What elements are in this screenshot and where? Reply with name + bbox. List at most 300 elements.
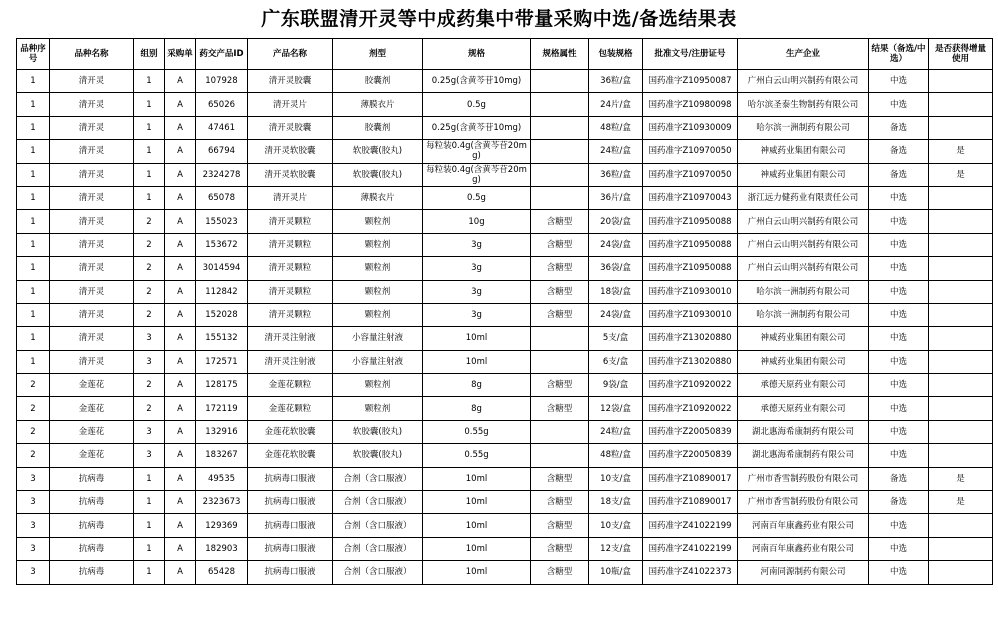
header-variety-name: 品种名称: [50, 39, 134, 70]
cell-dosage-form: 合剂（含口服液）: [333, 561, 423, 584]
cell-increment: [929, 444, 993, 467]
cell-increment: [929, 561, 993, 584]
results-table: [16, 38, 993, 585]
cell-package: 20袋/盒: [589, 210, 643, 233]
cell-specification: 8g: [423, 397, 531, 420]
cell-result: 中选: [869, 514, 929, 537]
cell-variety-name: 清开灵: [50, 70, 134, 93]
cell-product-name: 抗病毒口服液: [248, 537, 333, 560]
cell-dosage-form: 胶囊剂: [333, 116, 423, 139]
cell-specification: 3g: [423, 233, 531, 256]
header-spec-attribute: 规格属性: [531, 39, 589, 70]
table-row: [17, 537, 993, 560]
cell-manufacturer: 广州白云山明兴制药有限公司: [738, 70, 869, 93]
cell-variety-no: 2: [17, 420, 50, 443]
cell-manufacturer: 神威药业集团有限公司: [738, 163, 869, 186]
cell-purchase-list: A: [165, 420, 196, 443]
cell-product-name: 抗病毒口服液: [248, 467, 333, 490]
cell-spec-attribute: [531, 163, 589, 186]
cell-specification: 10g: [423, 210, 531, 233]
cell-variety-name: 清开灵: [50, 327, 134, 350]
cell-variety-no: 1: [17, 70, 50, 93]
header-manufacturer: 生产企业: [738, 39, 869, 70]
cell-product-name: 抗病毒口服液: [248, 561, 333, 584]
cell-group: 1: [134, 537, 165, 560]
table-row: [17, 210, 993, 233]
cell-spec-attribute: [531, 93, 589, 116]
cell-manufacturer: 河南同源制药有限公司: [738, 561, 869, 584]
cell-variety-no: 2: [17, 397, 50, 420]
cell-product-id: 49535: [196, 467, 248, 490]
table-row: [17, 350, 993, 373]
cell-approval-number: 国药准字Z41022199: [643, 537, 738, 560]
cell-specification: 10ml: [423, 350, 531, 373]
cell-product-id: 153672: [196, 233, 248, 256]
cell-manufacturer: 广州市香雪制药股份有限公司: [738, 467, 869, 490]
table-row: [17, 397, 993, 420]
cell-specification: 0.55g: [423, 444, 531, 467]
cell-product-name: 金莲花颗粒: [248, 397, 333, 420]
cell-dosage-form: 颗粒剂: [333, 303, 423, 326]
cell-manufacturer: 哈尔滨一洲制药有限公司: [738, 116, 869, 139]
cell-product-name: 清开灵软胶囊: [248, 140, 333, 163]
cell-specification: 10ml: [423, 491, 531, 514]
cell-result: 中选: [869, 210, 929, 233]
cell-variety-name: 清开灵: [50, 93, 134, 116]
table-row: [17, 257, 993, 280]
cell-specification: 10ml: [423, 514, 531, 537]
table-row: [17, 140, 993, 163]
cell-dosage-form: 软胶囊(胶丸): [333, 140, 423, 163]
cell-result: 中选: [869, 397, 929, 420]
cell-variety-name: 抗病毒: [50, 467, 134, 490]
cell-product-name: 清开灵注射液: [248, 350, 333, 373]
cell-purchase-list: A: [165, 257, 196, 280]
cell-product-id: 129369: [196, 514, 248, 537]
cell-product-name: 金莲花软胶囊: [248, 420, 333, 443]
cell-package: 5支/盒: [589, 327, 643, 350]
cell-approval-number: 国药准字Z10950088: [643, 210, 738, 233]
cell-manufacturer: 承德天原药业有限公司: [738, 397, 869, 420]
cell-specification: 3g: [423, 303, 531, 326]
table-row: [17, 70, 993, 93]
header-package: 包装规格: [589, 39, 643, 70]
cell-group: 2: [134, 397, 165, 420]
cell-specification: 0.5g: [423, 186, 531, 209]
cell-manufacturer: 哈尔滨一洲制药有限公司: [738, 303, 869, 326]
cell-group: 2: [134, 374, 165, 397]
header-product-id: 药交产品ID: [196, 39, 248, 70]
cell-manufacturer: 神威药业集团有限公司: [738, 327, 869, 350]
cell-specification: 每粒装0.4g(含黄芩苷20mg): [423, 140, 531, 163]
cell-approval-number: 国药准字Z10950088: [643, 233, 738, 256]
cell-variety-no: 1: [17, 163, 50, 186]
table-row: [17, 491, 993, 514]
cell-spec-attribute: 含糖型: [531, 280, 589, 303]
cell-product-id: 2323673: [196, 491, 248, 514]
table-row: [17, 116, 993, 139]
cell-spec-attribute: 含糖型: [531, 374, 589, 397]
cell-dosage-form: 薄膜衣片: [333, 186, 423, 209]
page-title: 广东联盟清开灵等中成药集中带量采购中选/备选结果表: [261, 8, 737, 30]
cell-specification: 10ml: [423, 327, 531, 350]
cell-dosage-form: 软胶囊(胶丸): [333, 444, 423, 467]
cell-variety-name: 清开灵: [50, 186, 134, 209]
cell-group: 1: [134, 140, 165, 163]
cell-variety-name: 金莲花: [50, 420, 134, 443]
cell-package: 24粒/盒: [589, 420, 643, 443]
cell-variety-name: 清开灵: [50, 280, 134, 303]
cell-spec-attribute: 含糖型: [531, 210, 589, 233]
cell-spec-attribute: 含糖型: [531, 491, 589, 514]
cell-package: 36袋/盒: [589, 257, 643, 280]
cell-manufacturer: 广州白云山明兴制药有限公司: [738, 210, 869, 233]
cell-product-id: 172119: [196, 397, 248, 420]
cell-product-id: 182903: [196, 537, 248, 560]
cell-spec-attribute: [531, 116, 589, 139]
cell-manufacturer: 哈尔滨圣泰生物制药有限公司: [738, 93, 869, 116]
table-body: [17, 70, 993, 585]
table-row: [17, 327, 993, 350]
cell-product-name: 清开灵颗粒: [248, 210, 333, 233]
cell-package: 18支/盒: [589, 491, 643, 514]
cell-approval-number: 国药准字Z10890017: [643, 467, 738, 490]
cell-increment: [929, 350, 993, 373]
cell-package: 48粒/盒: [589, 444, 643, 467]
cell-dosage-form: 颗粒剂: [333, 397, 423, 420]
cell-variety-name: 抗病毒: [50, 561, 134, 584]
cell-manufacturer: 浙江远力健药业有限责任公司: [738, 186, 869, 209]
cell-approval-number: 国药准字Z20050839: [643, 444, 738, 467]
table-row: [17, 233, 993, 256]
cell-variety-no: 1: [17, 186, 50, 209]
cell-product-id: 183267: [196, 444, 248, 467]
cell-spec-attribute: [531, 70, 589, 93]
cell-package: 24片/盒: [589, 93, 643, 116]
cell-product-id: 155023: [196, 210, 248, 233]
cell-variety-name: 清开灵: [50, 303, 134, 326]
cell-product-name: 清开灵颗粒: [248, 280, 333, 303]
cell-group: 1: [134, 514, 165, 537]
cell-specification: 10ml: [423, 537, 531, 560]
cell-specification: 10ml: [423, 467, 531, 490]
cell-purchase-list: A: [165, 467, 196, 490]
cell-spec-attribute: [531, 140, 589, 163]
cell-variety-name: 金莲花: [50, 444, 134, 467]
cell-spec-attribute: [531, 444, 589, 467]
cell-manufacturer: 广州白云山明兴制药有限公司: [738, 233, 869, 256]
cell-approval-number: 国药准字Z10920022: [643, 397, 738, 420]
header-purchase-list: 采购单: [165, 39, 196, 70]
cell-purchase-list: A: [165, 186, 196, 209]
cell-purchase-list: A: [165, 327, 196, 350]
cell-spec-attribute: 含糖型: [531, 257, 589, 280]
cell-variety-name: 清开灵: [50, 233, 134, 256]
cell-increment: [929, 93, 993, 116]
cell-variety-no: 2: [17, 444, 50, 467]
cell-product-name: 清开灵颗粒: [248, 257, 333, 280]
cell-variety-no: 3: [17, 537, 50, 560]
cell-spec-attribute: [531, 327, 589, 350]
cell-variety-no: 1: [17, 327, 50, 350]
table-row: [17, 93, 993, 116]
cell-purchase-list: A: [165, 374, 196, 397]
cell-increment: [929, 210, 993, 233]
cell-package: 12袋/盒: [589, 397, 643, 420]
cell-product-id: 128175: [196, 374, 248, 397]
cell-product-name: 清开灵片: [248, 93, 333, 116]
cell-result: 备选: [869, 491, 929, 514]
cell-increment: 是: [929, 163, 993, 186]
cell-specification: 0.5g: [423, 93, 531, 116]
cell-variety-no: 1: [17, 140, 50, 163]
cell-product-id: 65026: [196, 93, 248, 116]
cell-increment: [929, 397, 993, 420]
cell-package: 10瓶/盒: [589, 561, 643, 584]
header-variety-no: 品种序号: [17, 39, 50, 70]
cell-increment: [929, 374, 993, 397]
cell-group: 3: [134, 420, 165, 443]
cell-purchase-list: A: [165, 70, 196, 93]
cell-specification: 0.55g: [423, 420, 531, 443]
cell-product-id: 172571: [196, 350, 248, 373]
cell-package: 36粒/盒: [589, 163, 643, 186]
cell-manufacturer: 河南百年康鑫药业有限公司: [738, 537, 869, 560]
cell-increment: [929, 514, 993, 537]
cell-approval-number: 国药准字Z10920022: [643, 374, 738, 397]
cell-product-name: 金莲花颗粒: [248, 374, 333, 397]
table-row: [17, 280, 993, 303]
cell-approval-number: 国药准字Z10970050: [643, 163, 738, 186]
cell-result: 中选: [869, 561, 929, 584]
cell-result: 中选: [869, 233, 929, 256]
cell-increment: [929, 420, 993, 443]
cell-group: 1: [134, 467, 165, 490]
cell-specification: 每粒装0.4g(含黄芩苷20mg): [423, 163, 531, 186]
cell-purchase-list: A: [165, 303, 196, 326]
cell-purchase-list: A: [165, 491, 196, 514]
cell-purchase-list: A: [165, 350, 196, 373]
cell-group: 1: [134, 561, 165, 584]
cell-variety-name: 抗病毒: [50, 491, 134, 514]
cell-dosage-form: 合剂（含口服液）: [333, 467, 423, 490]
cell-dosage-form: 颗粒剂: [333, 233, 423, 256]
cell-purchase-list: A: [165, 233, 196, 256]
cell-purchase-list: A: [165, 116, 196, 139]
cell-purchase-list: A: [165, 163, 196, 186]
table-row: [17, 467, 993, 490]
cell-approval-number: 国药准字Z10930009: [643, 116, 738, 139]
cell-increment: 是: [929, 491, 993, 514]
cell-group: 1: [134, 186, 165, 209]
cell-increment: [929, 233, 993, 256]
cell-variety-name: 抗病毒: [50, 537, 134, 560]
cell-spec-attribute: 含糖型: [531, 397, 589, 420]
cell-result: 中选: [869, 537, 929, 560]
header-approval-number: 批准文号/注册证号: [643, 39, 738, 70]
cell-variety-name: 清开灵: [50, 210, 134, 233]
cell-group: 2: [134, 280, 165, 303]
cell-variety-no: 1: [17, 93, 50, 116]
header-increment: 是否获得增量使用: [929, 39, 993, 70]
cell-manufacturer: 神威药业集团有限公司: [738, 350, 869, 373]
cell-result: 中选: [869, 374, 929, 397]
cell-dosage-form: 小容量注射液: [333, 327, 423, 350]
cell-purchase-list: A: [165, 210, 196, 233]
cell-purchase-list: A: [165, 561, 196, 584]
cell-variety-no: 1: [17, 350, 50, 373]
cell-dosage-form: 软胶囊(胶丸): [333, 163, 423, 186]
cell-variety-no: 1: [17, 116, 50, 139]
header-product-name: 产品名称: [248, 39, 333, 70]
cell-variety-name: 清开灵: [50, 116, 134, 139]
table-row: [17, 514, 993, 537]
cell-result: 中选: [869, 350, 929, 373]
cell-approval-number: 国药准字Z13020880: [643, 350, 738, 373]
cell-variety-no: 1: [17, 280, 50, 303]
cell-spec-attribute: 含糖型: [531, 303, 589, 326]
cell-spec-attribute: 含糖型: [531, 467, 589, 490]
cell-product-name: 抗病毒口服液: [248, 491, 333, 514]
cell-package: 10支/盒: [589, 467, 643, 490]
cell-approval-number: 国药准字Z41022373: [643, 561, 738, 584]
cell-spec-attribute: 含糖型: [531, 537, 589, 560]
cell-approval-number: 国药准字Z10980098: [643, 93, 738, 116]
cell-purchase-list: A: [165, 93, 196, 116]
cell-spec-attribute: 含糖型: [531, 233, 589, 256]
cell-variety-name: 金莲花: [50, 374, 134, 397]
cell-dosage-form: 颗粒剂: [333, 257, 423, 280]
cell-specification: 3g: [423, 257, 531, 280]
cell-product-id: 155132: [196, 327, 248, 350]
cell-increment: [929, 186, 993, 209]
cell-package: 36片/盒: [589, 186, 643, 209]
cell-variety-no: 3: [17, 561, 50, 584]
cell-increment: [929, 257, 993, 280]
cell-result: 备选: [869, 467, 929, 490]
cell-spec-attribute: 含糖型: [531, 561, 589, 584]
cell-increment: [929, 303, 993, 326]
cell-increment: [929, 537, 993, 560]
cell-product-id: 107928: [196, 70, 248, 93]
cell-manufacturer: 湖北惠海希康制药有限公司: [738, 420, 869, 443]
cell-group: 3: [134, 444, 165, 467]
cell-increment: [929, 327, 993, 350]
cell-group: 3: [134, 350, 165, 373]
cell-variety-no: 2: [17, 374, 50, 397]
cell-product-name: 清开灵颗粒: [248, 303, 333, 326]
table-header-row: [17, 39, 993, 70]
cell-variety-name: 清开灵: [50, 140, 134, 163]
cell-package: 12支/盒: [589, 537, 643, 560]
cell-package: 24袋/盒: [589, 303, 643, 326]
cell-product-id: 112842: [196, 280, 248, 303]
cell-approval-number: 国药准字Z13020880: [643, 327, 738, 350]
cell-result: 中选: [869, 280, 929, 303]
cell-group: 1: [134, 70, 165, 93]
cell-package: 18袋/盒: [589, 280, 643, 303]
cell-package: 9袋/盒: [589, 374, 643, 397]
cell-package: 48粒/盒: [589, 116, 643, 139]
cell-purchase-list: A: [165, 514, 196, 537]
cell-variety-name: 抗病毒: [50, 514, 134, 537]
cell-product-name: 清开灵胶囊: [248, 116, 333, 139]
cell-group: 2: [134, 210, 165, 233]
cell-manufacturer: 承德天原药业有限公司: [738, 374, 869, 397]
cell-product-id: 65078: [196, 186, 248, 209]
cell-result: 备选: [869, 116, 929, 139]
cell-variety-no: 3: [17, 467, 50, 490]
cell-dosage-form: 小容量注射液: [333, 350, 423, 373]
cell-result: 中选: [869, 186, 929, 209]
cell-increment: [929, 116, 993, 139]
table-row: [17, 374, 993, 397]
cell-variety-no: 3: [17, 514, 50, 537]
header-result: 结果（备选/中选）: [869, 39, 929, 70]
cell-result: 中选: [869, 70, 929, 93]
cell-manufacturer: 湖北惠海希康制药有限公司: [738, 444, 869, 467]
cell-increment: [929, 70, 993, 93]
cell-result: 中选: [869, 257, 929, 280]
cell-dosage-form: 合剂（含口服液）: [333, 491, 423, 514]
cell-dosage-form: 薄膜衣片: [333, 93, 423, 116]
cell-variety-no: 1: [17, 233, 50, 256]
cell-product-id: 47461: [196, 116, 248, 139]
cell-dosage-form: 颗粒剂: [333, 210, 423, 233]
cell-product-name: 清开灵片: [248, 186, 333, 209]
cell-approval-number: 国药准字Z10930010: [643, 280, 738, 303]
cell-approval-number: 国药准字Z10950087: [643, 70, 738, 93]
header-specification: 规格: [423, 39, 531, 70]
header-group: 组别: [134, 39, 165, 70]
cell-manufacturer: 神威药业集团有限公司: [738, 140, 869, 163]
table-row: [17, 303, 993, 326]
cell-variety-no: 1: [17, 257, 50, 280]
cell-manufacturer: 河南百年康鑫药业有限公司: [738, 514, 869, 537]
cell-increment: 是: [929, 140, 993, 163]
cell-package: 24袋/盒: [589, 233, 643, 256]
cell-spec-attribute: [531, 186, 589, 209]
cell-group: 2: [134, 257, 165, 280]
cell-product-id: 65428: [196, 561, 248, 584]
cell-variety-no: 1: [17, 303, 50, 326]
cell-variety-name: 清开灵: [50, 163, 134, 186]
cell-variety-no: 3: [17, 491, 50, 514]
cell-product-name: 清开灵颗粒: [248, 233, 333, 256]
cell-package: 24粒/盒: [589, 140, 643, 163]
cell-product-name: 清开灵注射液: [248, 327, 333, 350]
cell-purchase-list: A: [165, 140, 196, 163]
cell-purchase-list: A: [165, 397, 196, 420]
cell-dosage-form: 胶囊剂: [333, 70, 423, 93]
cell-result: 中选: [869, 444, 929, 467]
cell-approval-number: 国药准字Z20050839: [643, 420, 738, 443]
cell-product-name: 抗病毒口服液: [248, 514, 333, 537]
table-row: [17, 444, 993, 467]
cell-result: 备选: [869, 140, 929, 163]
header-dosage-form: 剂型: [333, 39, 423, 70]
cell-dosage-form: 颗粒剂: [333, 280, 423, 303]
cell-purchase-list: A: [165, 280, 196, 303]
table-row: [17, 420, 993, 443]
cell-specification: 0.25g(含黄芩苷10mg): [423, 70, 531, 93]
cell-result: 备选: [869, 163, 929, 186]
cell-group: 1: [134, 163, 165, 186]
cell-result: 中选: [869, 93, 929, 116]
cell-specification: 0.25g(含黄芩苷10mg): [423, 116, 531, 139]
cell-product-id: 3014594: [196, 257, 248, 280]
cell-approval-number: 国药准字Z41022199: [643, 514, 738, 537]
